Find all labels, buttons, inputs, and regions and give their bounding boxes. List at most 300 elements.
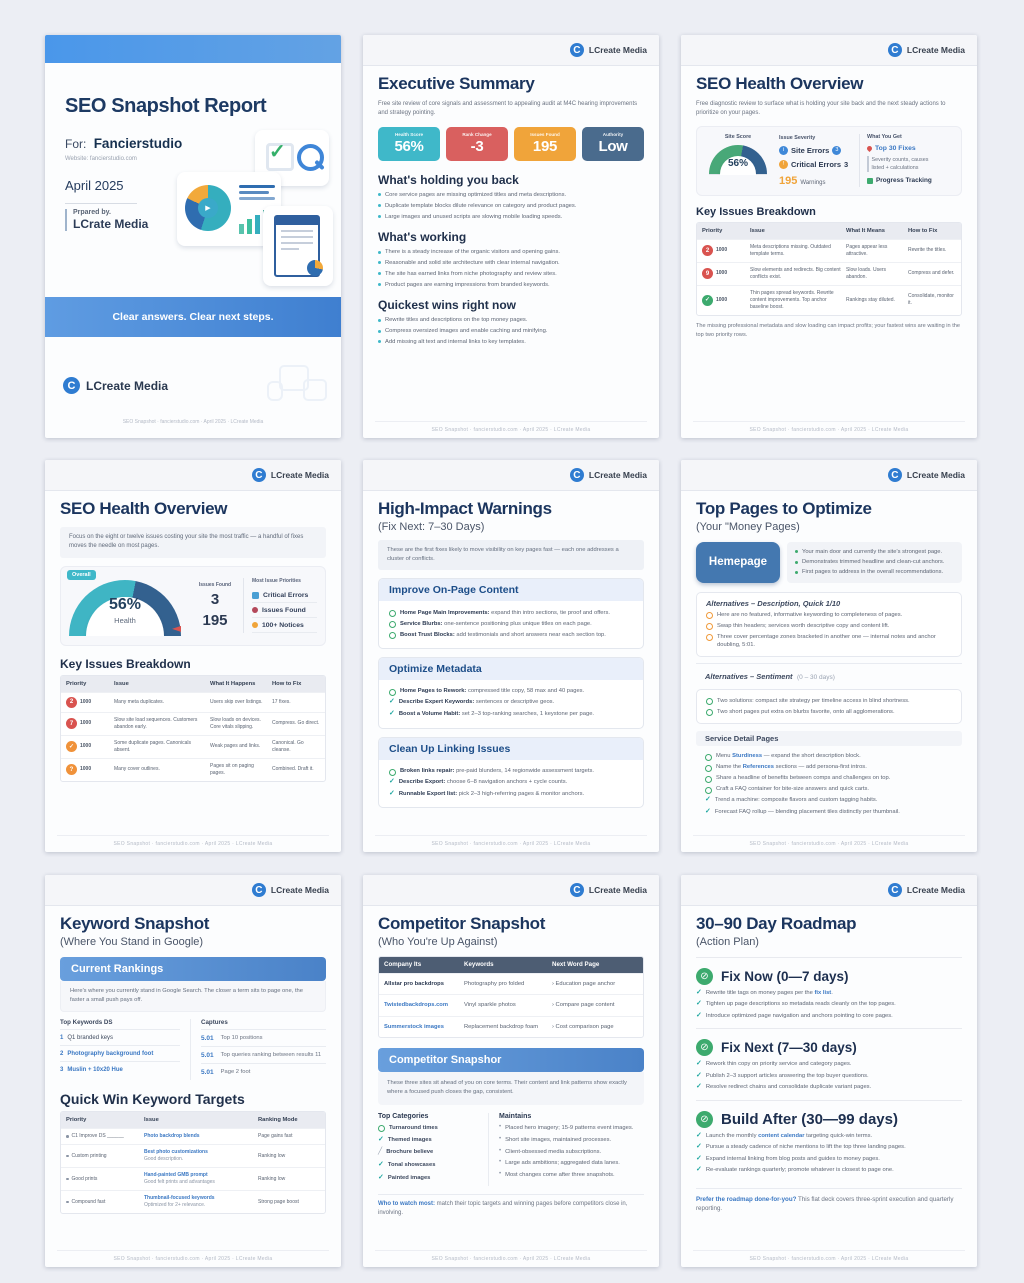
- page-title: Keyword Snapshot: [60, 914, 210, 933]
- list-item: Home Pages to Rework: compressed title copy, 58 max and 40 pages.: [389, 687, 633, 696]
- table-rows: [61, 692, 325, 781]
- list-item: • Placed hero imagery; 15-9 patterns event images.: [499, 1123, 634, 1131]
- list-item: ╱ Brochure believe: [378, 1148, 476, 1157]
- page-subtitle: (Action Plan): [696, 935, 759, 948]
- cover-website: Website: fancierstudio.com: [65, 156, 137, 162]
- score-gauge: [709, 145, 767, 175]
- bullet-icon: [378, 261, 381, 264]
- chart-line: [239, 185, 275, 188]
- rankings-columns: [60, 1019, 326, 1080]
- roadmap-note: Prefer the roadmap done-for-you? This flat deck covers three-sprint execution and quarterly reporting.: [696, 1188, 962, 1214]
- brand-logo-text: LCreate Media: [906, 885, 965, 895]
- bullet-icon: [378, 193, 381, 196]
- bar: [255, 215, 260, 234]
- priority-icon: 7: [66, 718, 77, 729]
- list-item: ✓ Re-evaluate rankings quarterly; promote whatever is closest to page one.: [696, 1166, 962, 1175]
- stat-health-score: Health Score 56%: [378, 127, 440, 161]
- table-row: ✓ 1000 Thin pages spread keywords. Rewrite content improvements. Top anchor baseline boost. Rankings stay diluted. Consolidate, monitor it.: [697, 285, 961, 315]
- list-item: Two solutions: compact site strategy per timeline access in blind shortness.: [706, 697, 952, 706]
- table-header-row: Priority Issue What It Means How to Fix: [697, 223, 961, 239]
- page-header: [681, 460, 977, 491]
- cover-date: April 2025: [65, 178, 124, 193]
- list-item: Swap thin headers; services worth descriptive copy and content lift.: [706, 622, 952, 631]
- phase-fix-next: ⊘ Fix Next (7—30 days): [696, 1039, 962, 1056]
- list-item: Home Page Main Improvements: expand thin intro sections, tie proof and offers.: [389, 609, 633, 618]
- group-metadata: [378, 657, 644, 729]
- critical-count: 3: [210, 591, 220, 609]
- phase-items: [696, 1060, 962, 1092]
- legend-list: [252, 588, 317, 633]
- bullet-icon: [705, 776, 712, 783]
- list-item: ✓ Resolve redirect chains and consolidate duplicate variant pages.: [696, 1083, 962, 1092]
- brand-logo-text: LCreate Media: [86, 378, 169, 393]
- table-row: Twistedbackdrops.com Vinyl sparkle photos › Compare page content: [379, 994, 643, 1015]
- bullet-icon: [705, 795, 711, 805]
- bullet-icon: [705, 754, 712, 761]
- rankings-intro: Here's where you currently stand in Google Search. The closer a term sits to page one, the faster a small push pays off.: [60, 981, 326, 1013]
- section-2: [696, 689, 962, 724]
- bullet-icon: [696, 988, 702, 998]
- table-row: C1 Improve DS ______ Photo backdrop blends Page gains fast: [61, 1128, 325, 1144]
- list-item: Large images and unused scripts are slowing mobile loading speeds.: [378, 213, 644, 221]
- brand-logo-text: LCreate Media: [588, 885, 647, 895]
- phase-build-after: ⊘ Build After (30—99 days): [696, 1111, 962, 1128]
- brand-logo-text: LCreate Media: [270, 885, 329, 895]
- divider: [867, 156, 869, 172]
- homepage-bullets: [787, 542, 962, 583]
- bullet-icon: [696, 1142, 702, 1152]
- gauge-column: Site Score 56%: [703, 134, 773, 187]
- group-items: [379, 680, 643, 728]
- list-item: Share a headline of benefits between comps and challenges on top.: [705, 774, 953, 783]
- homepage-row: [696, 542, 962, 583]
- list-item: ✓ Pursue a steady cadence of niche mentions to lift the top three landing pages.: [696, 1143, 962, 1152]
- bullet-icon: [378, 204, 381, 207]
- cover-tagline: Clear answers. Clear next steps.: [112, 311, 274, 323]
- intro-box: These are the first fixes likely to move visibility on key pages fast — each one addresses a cluster of conflicts.: [378, 540, 644, 571]
- page-header: [45, 460, 341, 491]
- page-footer: SEO Snapshot · fancierstudio.com · April 2025 · LCreate Media: [375, 835, 647, 852]
- page-subtitle: (Who You're Up Against): [378, 935, 498, 948]
- table-row: Custom printing Best photo customizations Good description. Ranking low: [61, 1144, 325, 1167]
- table-row: Good prints Hand-painted GMB prompt Good felt prints and advantages Ranking low: [61, 1167, 325, 1190]
- health-gauge: [69, 580, 181, 636]
- table-rows: [379, 973, 643, 1036]
- page-title: Competitor Snapshot: [378, 914, 546, 933]
- section-heading: Alternatives – Description, Quick 1/10: [706, 598, 841, 608]
- bullet-icon: [389, 789, 395, 799]
- list-item: Compress oversized images and enable caching and minifying.: [378, 327, 644, 335]
- list-item: Core service pages are missing optimized titles and meta descriptions.: [378, 191, 644, 199]
- score-panel: [696, 126, 962, 196]
- table-row: Allstar pro backdrops Photography pro folded › Education page anchor: [379, 973, 643, 994]
- page-title: Executive Summary: [378, 74, 535, 93]
- group-heading: Optimize Metadata: [379, 658, 643, 680]
- cover-top-bar: [45, 35, 341, 63]
- table-header-row: Company Its Keywords Next Word Page: [379, 957, 643, 974]
- list-item: Rewrite titles and descriptions on the top money pages.: [378, 316, 644, 324]
- keyword-row: 1 Q1 branded keys: [60, 1029, 180, 1045]
- list-item: • Client-obsessed media subscriptions.: [499, 1147, 602, 1155]
- bullet-icon: [378, 330, 381, 333]
- legend-marker: [252, 592, 259, 599]
- list-item: First pages to address in the overall recommendations.: [795, 568, 954, 576]
- table-row: Compound fast Thumbnail-focused keywords Optimized for 2+ relevance. Strong page boost: [61, 1190, 325, 1213]
- bullet-icon: [706, 709, 713, 716]
- section-3-heading: Service Detail Pages: [696, 731, 962, 746]
- brand-logo-icon: C: [63, 377, 80, 394]
- list-item: • Most changes come after three snapshots.: [499, 1171, 615, 1179]
- stat-rank-change: Rank Change -3: [446, 127, 508, 161]
- cover-logo-row: [63, 377, 168, 394]
- list-item: Reasonable and solid site architecture with clear internal navigation.: [378, 259, 644, 267]
- divider: [696, 957, 962, 958]
- categories-column: Top Categories Turnaround times ✓ Themed images ╱ Brochure believe ✓ Tonal showcases ✓ Painted images: [378, 1113, 476, 1187]
- phase-items: [696, 1132, 962, 1176]
- critical-errors-row: ! Critical Errors 3: [779, 160, 853, 169]
- chart-line: [239, 197, 275, 200]
- site-errors-row: i Site Errors 3: [779, 146, 853, 155]
- page-title: SEO Health Overview: [60, 499, 228, 518]
- table-row: ? 1000 Many cover outlines. Pages sit on paging pages. Combined. Draft it.: [61, 758, 325, 781]
- priority-icon: 9: [702, 268, 713, 279]
- keyword-row: 2 Photography background foot: [60, 1045, 180, 1061]
- list-item: ✓ Expand internal linking from blog posts and guides to money pages.: [696, 1155, 962, 1164]
- bullet-icon: [696, 1131, 702, 1141]
- list-item: Three cover percentage zones bracketed in another one — internal notes and anchor doubling, 5:01.: [706, 633, 952, 650]
- bullet-icon: [389, 621, 396, 628]
- priority-icon: 2: [702, 245, 713, 256]
- legend-column: Most Issue Priorities Critical Errors Issues Found 100+ Notices: [243, 578, 317, 633]
- table-row: 2 1000 Many meta duplicates. Users skip over listings. 17 fixes.: [61, 692, 325, 712]
- chart-line: [239, 191, 269, 194]
- list-item: • Short site images, maintained processes.: [499, 1135, 612, 1143]
- for-label: For:: [65, 137, 87, 151]
- bullet-icon: [706, 634, 713, 641]
- quick-win-heading: Quick Win Keyword Targets: [60, 1091, 245, 1108]
- group-linking: [378, 737, 644, 809]
- client-name: Fancierstudio: [93, 136, 183, 151]
- phase-icon: ⊘: [696, 1039, 713, 1056]
- bullet-icon: [378, 283, 381, 286]
- list-item: There is a steady increase of the organic visitors and opening gains.: [378, 248, 644, 256]
- working-list: [378, 248, 644, 289]
- phase-fix-now: ⊘ Fix Now (0—7 days): [696, 968, 962, 985]
- group-on-page-content: [378, 578, 644, 649]
- warnings-row: 195 Warnings: [779, 174, 826, 187]
- list-item: Product pages are earning impressions from branded keywords.: [378, 281, 644, 289]
- group-heading: Improve On-Page Content: [379, 579, 643, 601]
- capture-row: 5.01 Page 2 foot: [201, 1063, 326, 1080]
- gauge-score: 56%: [727, 157, 748, 169]
- bullet-icon: [705, 787, 712, 794]
- page-footer: SEO Snapshot · fancierstudio.com · April 2025 · LCreate Media: [375, 421, 647, 438]
- legend-item: 100+ Notices: [252, 618, 317, 633]
- page-header: [363, 460, 659, 491]
- legend-marker: [252, 622, 258, 628]
- brand-logo-icon: C: [252, 468, 266, 482]
- bullet-icon: [706, 612, 713, 619]
- page-executive-summary: [363, 35, 659, 438]
- phase-items: [696, 989, 962, 1021]
- list-item: ✓ Runnable Export list: pick 2–3 high-referring pages & monitor anchors.: [389, 790, 633, 799]
- page-header: [363, 35, 659, 66]
- section-3-items: [696, 746, 962, 817]
- list-item: Here are no featured, informative keywording to completeness of pages.: [706, 611, 952, 620]
- list-item: Service Blurbs: one-sentence positioning plus unique titles on each page.: [389, 620, 633, 629]
- gauge-score: 56%: [108, 595, 142, 613]
- chart-icon: [867, 178, 873, 184]
- bullet-icon: [696, 1071, 702, 1081]
- list-item: Demonstrates trimmed headline and clean-cut anchors.: [795, 558, 954, 566]
- cover-banner: [45, 297, 341, 337]
- bullet-icon: [389, 697, 395, 707]
- priority-icon: ?: [66, 764, 77, 775]
- page-title: 30–90 Day Roadmap: [696, 914, 857, 933]
- captures-column: Captures 5.01 Top 10 positions 5.01 Top queries ranking between results 11 5.01 Page 2 foot: [190, 1019, 326, 1080]
- prepared-block: [65, 209, 148, 231]
- priority-icon: 2: [66, 697, 77, 708]
- bullet-icon: [795, 561, 798, 564]
- bullet-icon: [378, 1135, 384, 1145]
- bullet-icon: [696, 1165, 702, 1175]
- competitor-paragraph: These three sites sit ahead of you on core terms. Their content and link patterns show exactly where a focused push closes the gap, consistent.: [378, 1072, 644, 1105]
- list-item: ✓ Publish 2–3 support articles answering the top buyer questions.: [696, 1072, 962, 1081]
- list-item: ✓ Launch the monthly content calendar targeting quick-win terms.: [696, 1132, 962, 1141]
- capture-row: 5.01 Top queries ranking between results 11: [201, 1046, 326, 1063]
- bullet-icon: [389, 777, 395, 787]
- bar: [247, 219, 252, 234]
- severity-column: Issue Severity i Site Errors 3 ! Critical Errors 3 195 Warnings: [779, 134, 853, 187]
- list-item: Craft a FAQ container for bite-size answers and quick carts.: [705, 785, 953, 794]
- page-footer: SEO Snapshot · fancierstudio.com · April 2025 · LCreate Media: [693, 835, 965, 852]
- bullet-icon: [696, 1011, 702, 1021]
- pie-icon: [307, 260, 323, 276]
- bullet-icon: [705, 807, 711, 817]
- table-note: The missing professional metadata and slow loading can impact profits; your fastest wins are waiting in the top two priority rows.: [696, 322, 960, 338]
- list-item: ✓ Tonal showcases: [378, 1161, 476, 1170]
- whats-inside-column: What You Get Top 30 Fixes Severity counts, causes listed + calculations Progress Tracking: [859, 134, 955, 187]
- list-item: Name the References sections — add persona-first intros.: [705, 763, 953, 772]
- gauge-badge: Overall: [67, 570, 96, 580]
- divider: [696, 1100, 962, 1101]
- play-icon: ▶: [198, 198, 218, 218]
- list-item: ✓ Rework thin copy on priority service and category pages.: [696, 1060, 962, 1069]
- competitor-note: Who to watch most: match their topic targets and winning pages before competitors close in, involving.: [378, 1194, 644, 1218]
- progress-row: Progress Tracking: [867, 177, 955, 184]
- phase-icon: ⊘: [696, 968, 713, 985]
- bullet-icon: [696, 1082, 702, 1092]
- brand-logo-text: LCreate Media: [906, 470, 965, 480]
- page-title: High-Impact Warnings: [378, 499, 552, 518]
- list-item: ✓ Describe Export: choose 6–8 navigation anchors + cycle counts.: [389, 778, 633, 787]
- bullet-icon: [378, 272, 381, 275]
- bullet-icon: [696, 999, 702, 1009]
- gauge-label: Health: [114, 615, 136, 625]
- page-health-overview-1: [681, 35, 977, 438]
- bullet-icon: [378, 1147, 382, 1157]
- count-badge: 3: [832, 146, 841, 155]
- cover-title: SEO Snapshot Report: [65, 95, 267, 117]
- section-items: [706, 611, 952, 650]
- list-item: ✓ Forecast FAQ rollup — blending placement tiles distinctly per thumbnail.: [705, 808, 953, 817]
- list-item: ✓ Boost a Volume Habit: set 2–3 top-ranking searches, 1 keystone per page.: [389, 710, 633, 719]
- brand-logo-text: LCreate Media: [906, 45, 965, 55]
- quick-list: [378, 316, 644, 346]
- list-item: ✓ Introduce optimized page navigation and anchors pointing to core pages.: [696, 1012, 962, 1021]
- bullet-icon: [378, 340, 381, 343]
- page-title: Top Pages to Optimize: [696, 499, 872, 518]
- section-1: [696, 592, 962, 657]
- pin-icon: [866, 145, 873, 152]
- intro-text: Free diagnostic review to surface what is holding your site back and the next steady actions to prioritize on your pages.: [696, 100, 946, 117]
- list-item: Duplicate template blocks dilute relevance on category and product pages.: [378, 202, 644, 210]
- competitor-table: [378, 956, 644, 1038]
- group-items: [379, 601, 643, 648]
- bullet-icon: [378, 215, 381, 218]
- bullet-icon: [795, 571, 798, 574]
- bullet-icon: [705, 765, 712, 772]
- check-icon: ✓: [269, 141, 286, 163]
- homepage-chip[interactable]: Hemepage: [696, 542, 780, 583]
- intro-text: Free site review of core signals and assessment to appealing audit at M4C hearing improvements and strategy pointing.: [378, 100, 638, 117]
- page-header: [363, 875, 659, 906]
- stat-cards: [378, 127, 644, 161]
- capture-row: 5.01 Top 10 positions: [201, 1029, 326, 1046]
- table-header-row: Priority Issue What It Happens How to Fix: [61, 676, 325, 692]
- bullet-icon: [706, 698, 713, 705]
- bullet-icon: [389, 769, 396, 776]
- breakdown-heading: Key Issues Breakdown: [696, 205, 816, 218]
- brand-logo-icon: C: [570, 43, 584, 57]
- page-header: [681, 35, 977, 66]
- list-item: Turnaround times: [378, 1124, 476, 1133]
- table-rows: [697, 239, 961, 315]
- group-heading: Clean Up Linking Issues: [379, 738, 643, 760]
- page-roadmap: [681, 875, 977, 1267]
- page-warnings: [363, 460, 659, 852]
- cover-artwork: [177, 130, 333, 290]
- key-issues-table: [60, 675, 326, 782]
- brand-logo-text: LCreate Media: [588, 45, 647, 55]
- list-item: Your main door and currently the site's strongest page.: [795, 548, 954, 556]
- table-rows: [61, 1128, 325, 1213]
- brand-logo-text: LCreate Media: [588, 470, 647, 480]
- keywords-column: Top Keywords DS 1 Q1 branded keys 2 Photography background foot 3 Muslin + 10x20 Hue: [60, 1019, 180, 1080]
- bullet-icon: [378, 1160, 384, 1170]
- stat-issues-found: Issues Found 195: [514, 127, 576, 161]
- breakdown-heading: Key Issues Breakdown: [60, 656, 191, 671]
- page-subtitle: (Where You Stand in Google): [60, 935, 204, 948]
- page-footer: SEO Snapshot · fancierstudio.com · April 2025 · LCreate Media: [693, 421, 965, 438]
- divider: [65, 203, 137, 204]
- bullet-icon: [389, 610, 396, 617]
- page-keyword-snapshot: [45, 875, 341, 1267]
- numbers-column: Issues Found 3 195: [195, 582, 235, 629]
- keyword-row: 3 Muslin + 10x20 Hue: [60, 1061, 180, 1077]
- bullet-icon: [389, 709, 395, 719]
- list-item: ✓ Describe Expert Keywords: sentences or descriptive geos.: [389, 698, 633, 707]
- list-item: ✓ Themed images: [378, 1136, 476, 1145]
- warning-icon: !: [779, 160, 788, 169]
- page-footer: SEO Snapshot · fancierstudio.com · April 2025 · LCreate Media: [57, 835, 329, 852]
- legend-item: Issues Found: [252, 603, 317, 618]
- list-item: Add missing alt text and internal links to key templates.: [378, 338, 644, 346]
- page-subtitle: (Fix Next: 7–30 Days): [378, 520, 485, 533]
- section-heading-quick: Quickest wins right now: [378, 298, 517, 313]
- brand-logo-icon: C: [570, 468, 584, 482]
- bar: [239, 224, 244, 234]
- page-title: SEO Health Overview: [696, 74, 864, 93]
- list-item: ✓ Trend a machine: composite flavors and custom tagging habits.: [705, 796, 953, 805]
- bullet-icon: [795, 550, 798, 553]
- bullet-icon: [696, 1154, 702, 1164]
- page-header: [45, 875, 341, 906]
- brand-logo-icon: C: [888, 883, 902, 897]
- list-item: ✓ Tighten up page descriptions so metadata reads cleanly on the top pages.: [696, 1000, 962, 1009]
- section-heading-holding: What's holding you back: [378, 172, 519, 187]
- brand-logo-icon: C: [888, 43, 902, 57]
- prepared-label: Prpared by.: [73, 209, 111, 216]
- priority-icon: ✓: [66, 741, 77, 752]
- brand-logo-icon: C: [888, 468, 902, 482]
- bullet-icon: [389, 632, 396, 639]
- bullet-icon: [378, 251, 381, 254]
- list-item: ✓ Painted images: [378, 1174, 476, 1183]
- bullet-icon: [706, 623, 713, 630]
- table-row: 9 1000 Slow elements and redirects. Big content conflicts exist. Slow loads. Users abandon. Compress and defer.: [697, 262, 961, 285]
- page-footer: SEO Snapshot · fancierstudio.com · April 2025 · LCreate Media: [122, 419, 264, 425]
- page-top-pages: [681, 460, 977, 852]
- table-row: Summerstock images Replacement backdrop foam › Cost comparison page: [379, 1016, 643, 1037]
- competitor-columns: [378, 1113, 644, 1187]
- bullet-icon: [378, 319, 381, 322]
- page-footer: SEO Snapshot · fancierstudio.com · April 2025 · LCreate Media: [693, 1250, 965, 1267]
- table-row: 2 1000 Meta descriptions missing. Outdated template terms. Pages appear less attractive. Rewrite the titles.: [697, 239, 961, 262]
- page-subtitle: (Your "Money Pages): [696, 520, 800, 533]
- quick-win-table: [60, 1111, 326, 1214]
- bullet-icon: [378, 1125, 385, 1132]
- key-issues-table: [696, 222, 962, 316]
- legend-marker: [252, 607, 258, 613]
- bullet-icon: [389, 689, 396, 696]
- list-item: Two short pages put extra on blurbs favorite, onto all agglomerations.: [706, 708, 952, 717]
- gauge-column: [69, 571, 187, 636]
- gauge-card: [60, 566, 326, 646]
- maintains-column: Maintains • Placed hero imagery; 15-9 patterns event images. • Short site images, maintained processes. • Client-obsessed media subscriptions. • Large ads ambitions; aggregated data lanes. • Most changes come after three snapshots.: [488, 1113, 644, 1187]
- brand-logo-text: LCreate Media: [270, 470, 329, 480]
- list-item: The site has earned links from niche photography and review sites.: [378, 270, 644, 278]
- priority-icon: ✓: [702, 295, 713, 306]
- page-footer: SEO Snapshot · fancierstudio.com · April 2025 · LCreate Media: [57, 1250, 329, 1267]
- list-item: ✓ Rewrite title tags on money pages per the fix list.: [696, 989, 962, 998]
- prepared-by: LCrate Media: [73, 217, 149, 231]
- warning-count: 195: [202, 612, 228, 630]
- table-row: 7 1000 Slow site load sequences. Customers abandon early. Slow loads on devices. Core vitals slipping. Compress. Go direct.: [61, 712, 325, 735]
- document-card: [263, 206, 333, 286]
- table-row: ✓ 1000 Some duplicate pages. Canonicals absent. Weak pages and links. Canonical. Go cleanse.: [61, 735, 325, 758]
- section-heading-working: What's working: [378, 230, 467, 245]
- legend-item: Critical Errors: [252, 588, 317, 603]
- page-health-overview-2: [45, 460, 341, 852]
- brand-logo-icon: C: [252, 883, 266, 897]
- list-item: Broken links repair: pre-paid blunders, 14 regionwide assessment targets.: [389, 767, 633, 776]
- info-icon: i: [779, 146, 788, 155]
- current-rankings-band: Current Rankings: [60, 957, 326, 981]
- brand-logo-icon: C: [570, 883, 584, 897]
- page-cover: [45, 35, 341, 438]
- page-header: [681, 875, 977, 906]
